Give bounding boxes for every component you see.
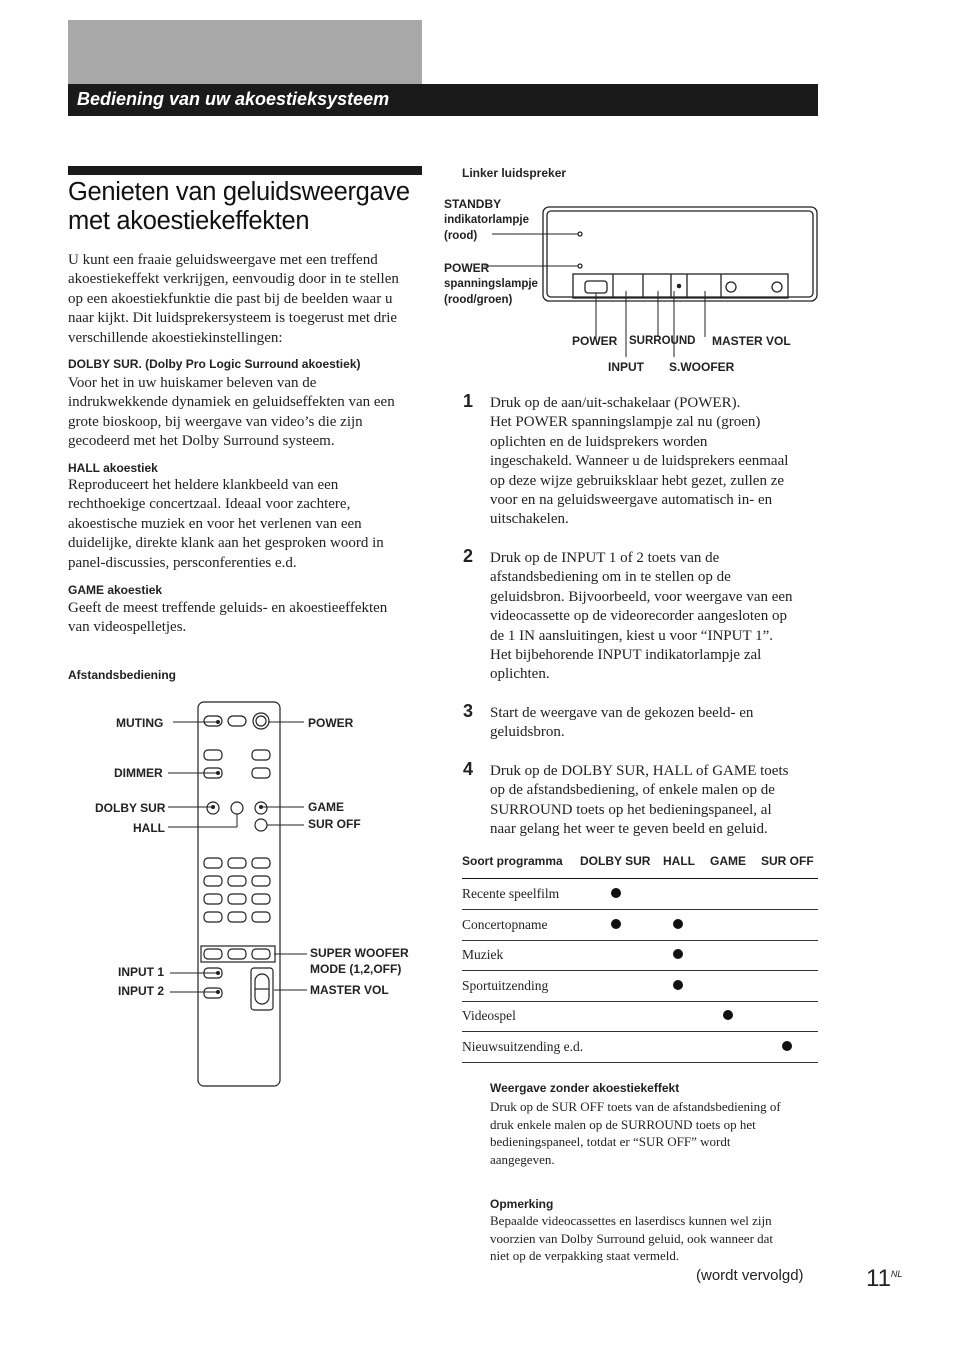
table-header-cell: HALL (663, 854, 695, 868)
speaker-label-surround: SURROUND (629, 335, 696, 347)
section-title: Bediening van uw akoestieksysteem (77, 89, 390, 109)
remote-illustration (60, 690, 440, 1100)
table-mark-dot (673, 949, 683, 959)
mode-text: Voor het in uw huiskamer beleven van de indrukwekkende dynamiek en geluidseffekten van een grote bioskoop, bij weergave van video’s die zijn gecodeerd met het Dolby Surround systeem. (68, 375, 395, 450)
remote-label-input2: INPUT 2 (118, 984, 165, 998)
table-mark-dot (723, 1010, 733, 1020)
step-number: 2 (463, 546, 474, 566)
table-mark-dot (782, 1041, 792, 1051)
table-cell-program: Nieuwsuitzending e.d. (462, 1038, 584, 1054)
table-row (462, 879, 818, 910)
section-header (68, 84, 818, 116)
note-heading: Weergave zonder akoestiekeffekt (490, 1081, 680, 1095)
table-mark-dot (673, 919, 683, 929)
table-header-cell: DOLBY SUR (580, 854, 651, 868)
mode-heading: GAME akoestiek (68, 583, 163, 597)
remote-label-power: POWER (308, 716, 354, 730)
remote-label-muting: MUTING (116, 716, 164, 730)
speaker-label-power: POWER spanningslampje (rood/groen) (444, 261, 538, 306)
speaker-label-standby: STANDBY indikatorlampje (rood) (444, 197, 529, 242)
table-cell-program: Concertopname (462, 916, 548, 932)
table-row (462, 910, 818, 941)
remote-label-suroff: SUR OFF (308, 817, 361, 831)
remote-label-game: GAME (308, 800, 344, 814)
step-number: 4 (463, 759, 474, 779)
step-text: Druk op de INPUT 1 of 2 toets van de afstandsbediening om in te stellen op de geluidsbron. Bijvoorbeeld, voor weergave van een videocassette op de videorecorder aangesloten op de 1 IN aansluitingen, kiest u voor “INPUT 1”. Het bijbehorende INPUT indikatorlampje zal oplichten. (490, 550, 793, 683)
page-number: $11^{NL}$ (866, 1265, 903, 1292)
intro-text: U kunt een fraaie geluidsweergave met een treffend akoestiekeffekt verkrijgen, eenvoudig door in te stellen op een akoestiekfunktie die past bij de beelden waar u naar kijkt. Dit luidsprekersysteem is toegerust met drie verschillende akoestiekinstellingen: (68, 252, 399, 346)
step-number: 1 (463, 391, 474, 411)
mode-heading: DOLBY SUR. (Dolby Pro Logic Surround akoestiek) (68, 357, 361, 371)
mode-text: Geeft de meest treffende geluids- en akoestieeffekten van videospelletjes. (68, 600, 388, 636)
table-row (462, 1001, 818, 1032)
speaker-label-input: INPUT (608, 360, 644, 374)
note-text: Bepaalde videocassettes en laserdiscs kunnen wel zijn voorzien van Dolby Surround geluid, ook wanneer dat niet op de verpakking staat vermeld. (490, 1213, 774, 1264)
table-row (462, 971, 818, 1002)
remote-label-dolby: DOLBY SUR (95, 801, 166, 815)
step-number: 3 (463, 701, 474, 721)
remote-label-superwoofer: SUPER WOOFER (310, 946, 409, 960)
table-cell-program: Recente speelfilm (462, 886, 560, 901)
table-row (462, 1032, 818, 1063)
speaker-label-mastervol: MASTER VOL (712, 334, 791, 348)
table-cell-program: Sportuitzending (462, 977, 549, 993)
step-text: Start de weergave van de gekozen beeld- en geluidsbron. (490, 705, 754, 741)
header-tab (68, 20, 422, 84)
remote-caption: Afstandsbediening (68, 668, 177, 682)
step-text: Druk op de aan/uit-schakelaar (POWER). Het POWER spanningslampje zal nu (groen) oplichten en de luidsprekers worden ingeschakeld. Wanneer u de luidsprekers eenmaal op deze wijze gebruiksklaar hebt gezet, zullen ze voor en na geluidsweergave automatisch in- en uitschakelen. (490, 395, 789, 528)
table-cell-program: Videospel (462, 1008, 516, 1023)
speaker-label-power-button: POWER (572, 334, 618, 348)
note-heading: Opmerking (490, 1197, 554, 1211)
table-header-cell: GAME (710, 854, 746, 868)
remote-label-mode: MODE (1,2,OFF) (310, 962, 402, 976)
title-rule (68, 166, 422, 175)
mode-heading: HALL akoestiek (68, 461, 158, 475)
table-header-cell: SUR OFF (761, 854, 814, 868)
step-text: Druk op de DOLBY SUR, HALL of GAME toets op de afstandsbediening, of enkele malen op de SURROUND toets op het bedieningspaneel, al naar gelang het weer te geven beeld en geluid. (490, 763, 789, 838)
title-line: met akoestiekeffekten (68, 207, 310, 235)
table-mark-dot (611, 919, 621, 929)
mode-text: Reproduceert het heldere klankbeeld van een rechthoekige concertzaal. Ideaal voor zachtere, akoestische muziek en voor het verlenen van een duidelijke, direkte klank aan het gesproken woord in panel-discussies, persconferenties e.d. (68, 477, 384, 571)
table-row (462, 940, 818, 971)
table-mark-dot (611, 888, 621, 898)
table-cell-program: Muziek (462, 947, 504, 962)
table-mark-dot (673, 980, 683, 990)
table-header (462, 847, 818, 879)
page-title (68, 178, 428, 236)
table-header-cell: Soort programma (462, 854, 563, 868)
remote-label-dimmer: DIMMER (114, 766, 163, 780)
remote-label-hall: HALL (133, 821, 165, 835)
remote-label-input1: INPUT 1 (118, 965, 165, 979)
continued-note: (wordt vervolgd) (696, 1267, 804, 1284)
remote-label-mastervol: MASTER VOL (310, 983, 389, 997)
speaker-caption: Linker luidspreker (462, 166, 567, 180)
speaker-label-swoofer: S.WOOFER (669, 360, 735, 374)
note-text: Druk op de SUR OFF toets van de afstandsbediening of druk enkele malen op de SURROUND toets op het bedieningspaneel, totdat er “SUR OFF” wordt aangegeven. (490, 1099, 781, 1167)
title-line: Genieten van geluidsweergave (68, 178, 410, 206)
